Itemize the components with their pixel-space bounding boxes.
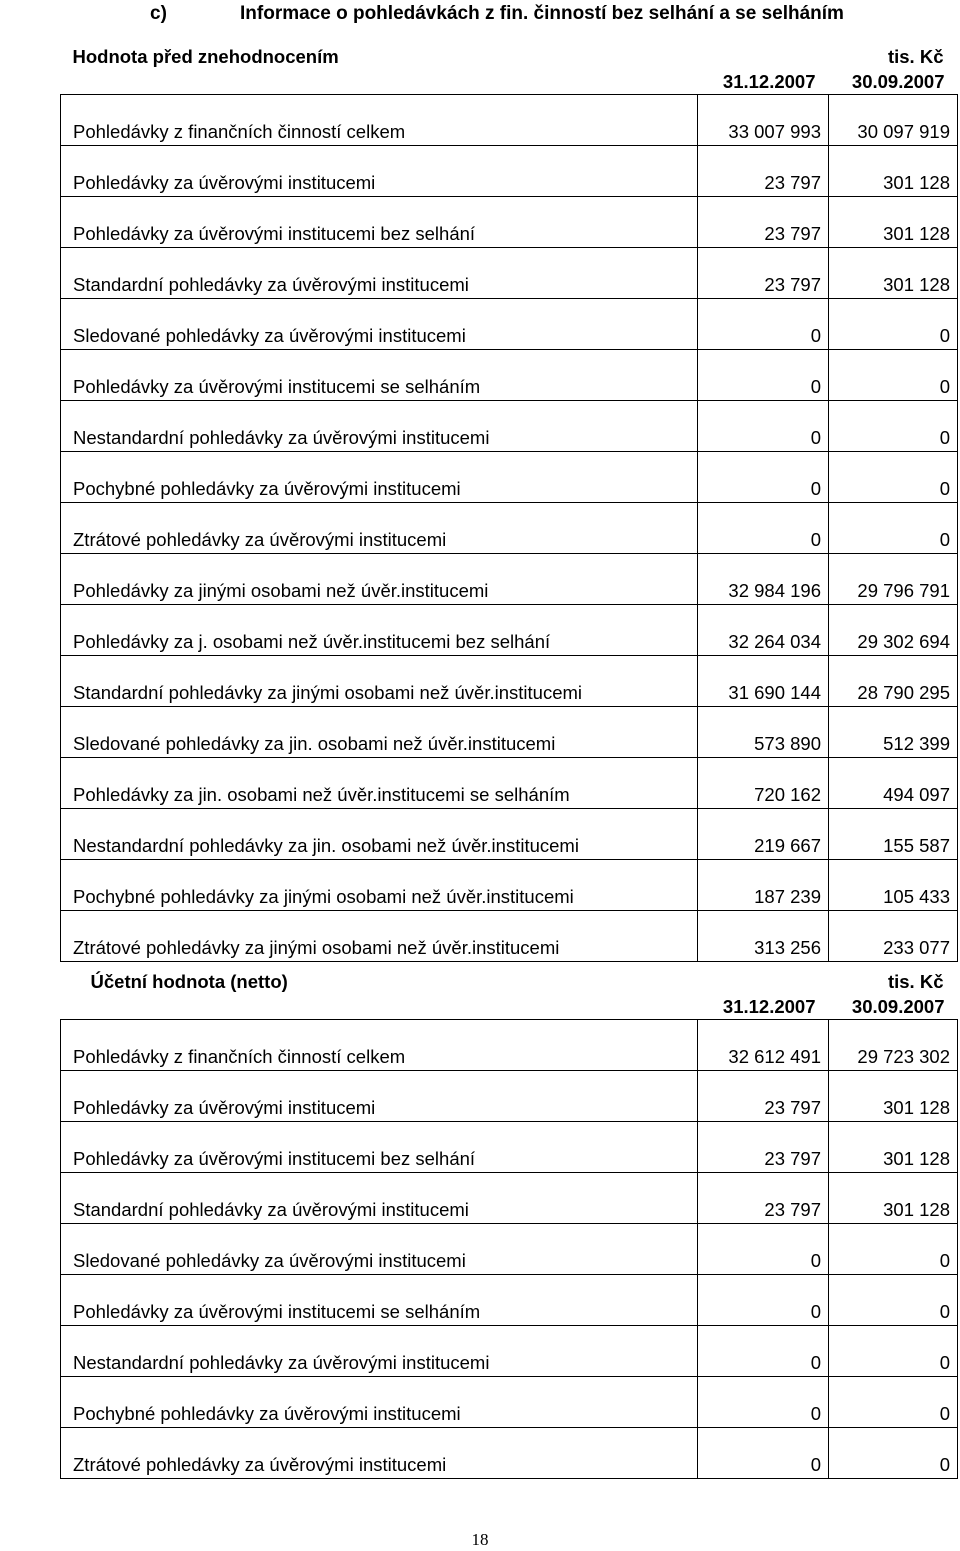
row-value-2: 494 097	[829, 758, 958, 809]
row-value-2: 301 128	[829, 1122, 958, 1173]
row-value-2: 301 128	[829, 146, 958, 197]
section-title: Informace o pohledávkách z fin. činností bez selhání a se selháním	[240, 3, 844, 24]
table-row	[61, 248, 958, 299]
table-row	[61, 197, 958, 248]
row-value-1: 187 239	[698, 860, 829, 911]
row-label: Nestandardní pohledávky za úvěrovými institucemi	[61, 1326, 698, 1377]
column-date-2: 30.09.2007	[851, 996, 945, 1017]
row-value-1: 23 797	[698, 1173, 829, 1224]
row-value-2: 0	[829, 503, 958, 554]
row-value-1: 23 797	[698, 146, 829, 197]
page-number: 18	[471, 1530, 489, 1549]
row-label: Pohledávky za úvěrovými institucemi	[61, 1071, 698, 1122]
table-row	[61, 911, 958, 962]
table-row	[61, 1122, 958, 1173]
row-label: Pochybné pohledávky za úvěrovými institucemi	[61, 452, 698, 503]
row-value-1: 23 797	[698, 1122, 829, 1173]
row-label: Standardní pohledávky za jinými osobami než úvěr.institucemi	[61, 656, 698, 707]
table-row	[61, 146, 958, 197]
row-value-2: 29 723 302	[829, 1020, 958, 1071]
row-value-2: 0	[829, 1326, 958, 1377]
row-label: Pohledávky za úvěrovými institucemi se selháním	[61, 350, 698, 401]
row-value-2: 28 790 295	[829, 656, 958, 707]
table-title: Hodnota před znehodnocením	[72, 46, 339, 67]
table-row	[61, 809, 958, 860]
table-row	[61, 656, 958, 707]
row-value-1: 219 667	[698, 809, 829, 860]
row-value-2: 512 399	[829, 707, 958, 758]
row-value-1: 23 797	[698, 248, 829, 299]
table-row	[61, 605, 958, 656]
row-value-1: 0	[698, 401, 829, 452]
row-label: Pohledávky za úvěrovými institucemi bez selhání	[61, 197, 698, 248]
row-value-2: 233 077	[829, 911, 958, 962]
table-title: Účetní hodnota (netto)	[90, 971, 288, 992]
table-row	[61, 1275, 958, 1326]
table-row	[61, 401, 958, 452]
row-value-2: 301 128	[829, 1071, 958, 1122]
column-date-1: 31.12.2007	[722, 71, 816, 92]
unit-label: tis. Kč	[887, 46, 944, 67]
row-label: Ztrátové pohledávky za úvěrovými institucemi	[61, 1428, 698, 1479]
row-value-1: 23 797	[698, 197, 829, 248]
row-value-1: 32 612 491	[698, 1020, 829, 1071]
row-label: Pohledávky za jinými osobami než úvěr.institucemi	[61, 554, 698, 605]
row-value-1: 0	[698, 1326, 829, 1377]
row-value-2: 105 433	[829, 860, 958, 911]
row-label: Sledované pohledávky za jin. osobami než úvěr.institucemi	[61, 707, 698, 758]
row-label: Nestandardní pohledávky za úvěrovými institucemi	[61, 401, 698, 452]
row-value-1: 0	[698, 503, 829, 554]
unit-label: tis. Kč	[887, 971, 944, 992]
table-row	[61, 1173, 958, 1224]
row-label: Standardní pohledávky za úvěrovými institucemi	[61, 248, 698, 299]
row-value-2: 301 128	[829, 248, 958, 299]
row-value-2: 0	[829, 1224, 958, 1275]
net-value-table	[60, 968, 958, 1479]
section-label: c)	[150, 3, 167, 24]
row-value-1: 0	[698, 299, 829, 350]
row-value-2: 0	[829, 401, 958, 452]
row-value-1: 573 890	[698, 707, 829, 758]
row-value-1: 23 797	[698, 1071, 829, 1122]
row-label: Pohledávky z finančních činností celkem	[61, 95, 698, 146]
row-value-2: 0	[829, 1275, 958, 1326]
row-label: Pohledávky za úvěrovými institucemi se selháním	[61, 1275, 698, 1326]
row-value-2: 29 302 694	[829, 605, 958, 656]
row-label: Pochybné pohledávky za jinými osobami než úvěr.institucemi	[61, 860, 698, 911]
row-value-1: 33 007 993	[698, 95, 829, 146]
column-date-1: 31.12.2007	[722, 996, 816, 1017]
table-row	[61, 1326, 958, 1377]
table-row	[61, 95, 958, 146]
row-label: Standardní pohledávky za úvěrovými institucemi	[61, 1173, 698, 1224]
row-value-1: 32 984 196	[698, 554, 829, 605]
gross-value-table	[60, 43, 958, 962]
row-value-2: 0	[829, 350, 958, 401]
row-label: Pohledávky z finančních činností celkem	[61, 1020, 698, 1071]
row-label: Pohledávky za jin. osobami než úvěr.institucemi se selháním	[61, 758, 698, 809]
row-value-2: 301 128	[829, 197, 958, 248]
table-header-row	[61, 968, 958, 1020]
row-label: Pohledávky za úvěrovými institucemi	[61, 146, 698, 197]
table-row	[61, 1377, 958, 1428]
row-value-2: 0	[829, 1428, 958, 1479]
row-value-2: 30 097 919	[829, 95, 958, 146]
table-row	[61, 860, 958, 911]
row-label: Nestandardní pohledávky za jin. osobami než úvěr.institucemi	[61, 809, 698, 860]
column-date-2: 30.09.2007	[851, 71, 945, 92]
row-value-2: 0	[829, 1377, 958, 1428]
row-value-2: 0	[829, 299, 958, 350]
row-label: Ztrátové pohledávky za úvěrovými institucemi	[61, 503, 698, 554]
table-row	[61, 1224, 958, 1275]
row-value-1: 0	[698, 1224, 829, 1275]
row-label: Ztrátové pohledávky za jinými osobami než úvěr.institucemi	[61, 911, 698, 962]
row-value-1: 32 264 034	[698, 605, 829, 656]
row-value-1: 720 162	[698, 758, 829, 809]
row-value-2: 155 587	[829, 809, 958, 860]
table-header-row	[61, 43, 958, 95]
table-row	[61, 554, 958, 605]
row-value-2: 301 128	[829, 1173, 958, 1224]
row-value-1: 31 690 144	[698, 656, 829, 707]
row-label: Pochybné pohledávky za úvěrovými institucemi	[61, 1377, 698, 1428]
row-value-1: 0	[698, 1275, 829, 1326]
table-row	[61, 758, 958, 809]
row-label: Pohledávky za úvěrovými institucemi bez selhání	[61, 1122, 698, 1173]
row-value-1: 0	[698, 1377, 829, 1428]
row-value-2: 0	[829, 452, 958, 503]
table-row	[61, 1020, 958, 1071]
table-row	[61, 503, 958, 554]
row-value-2: 29 796 791	[829, 554, 958, 605]
table-row	[61, 1428, 958, 1479]
table-row	[61, 299, 958, 350]
row-label: Sledované pohledávky za úvěrovými institucemi	[61, 1224, 698, 1275]
row-value-1: 313 256	[698, 911, 829, 962]
table-row	[61, 452, 958, 503]
table-row	[61, 707, 958, 758]
table-row	[61, 350, 958, 401]
row-label: Sledované pohledávky za úvěrovými institucemi	[61, 299, 698, 350]
row-label: Pohledávky za j. osobami než úvěr.institucemi bez selhání	[61, 605, 698, 656]
row-value-1: 0	[698, 452, 829, 503]
row-value-1: 0	[698, 350, 829, 401]
table-row	[61, 1071, 958, 1122]
row-value-1: 0	[698, 1428, 829, 1479]
